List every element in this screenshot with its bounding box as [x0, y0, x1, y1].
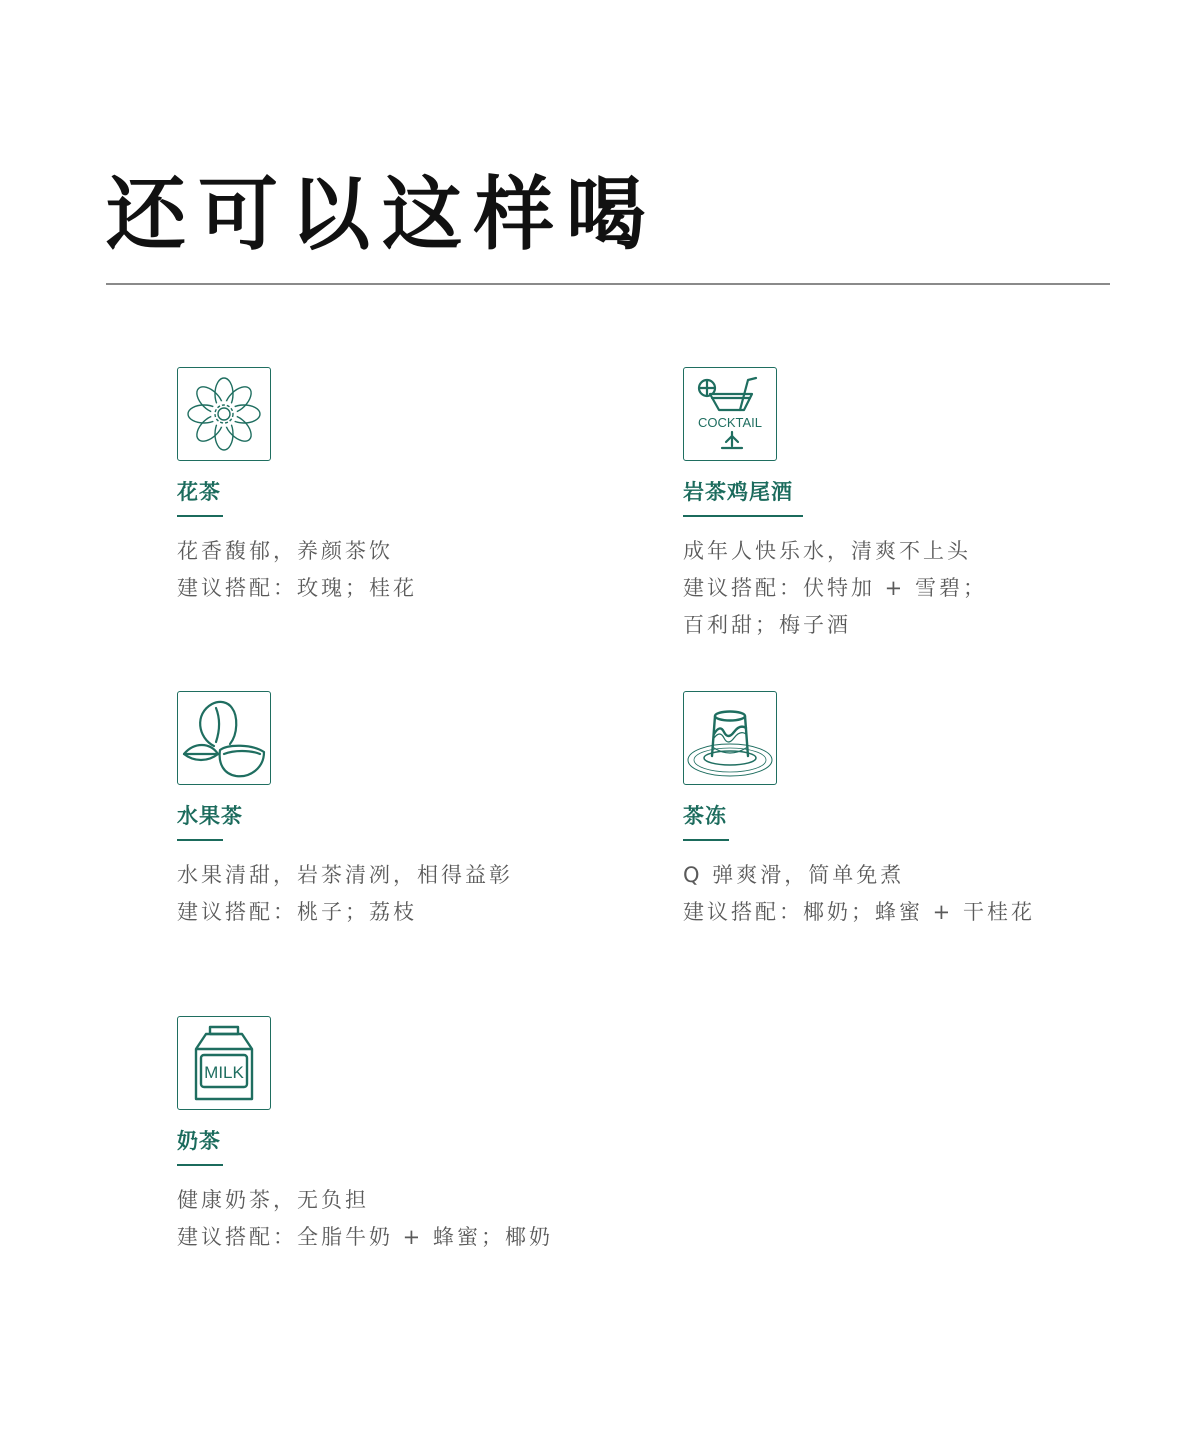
icon-frame — [177, 1016, 271, 1110]
description-line: 建议搭配：桃子；荔枝 — [177, 900, 417, 924]
card-rock-tea-cocktail — [683, 367, 1123, 644]
icon-frame — [683, 367, 777, 461]
card-description — [177, 1182, 617, 1256]
description-line: 成年人快乐水，清爽不上头 — [683, 539, 971, 563]
description-line: 建议搭配：全脂牛奶 + 蜂蜜；椰奶 — [177, 1225, 553, 1249]
card-description — [683, 533, 1123, 644]
description-line: 花香馥郁，养颜茶饮 — [177, 539, 393, 563]
title-divider — [106, 283, 1110, 285]
title-underline — [177, 839, 223, 841]
card-milk-tea — [177, 1016, 617, 1256]
description-line: 水果清甜，岩茶清冽，相得益彰 — [177, 863, 513, 887]
cocktail-icon-label: COCKTAIL — [697, 415, 763, 430]
description-line: 建议搭配：玫瑰；桂花 — [177, 576, 417, 600]
card-title: 水果茶 — [177, 804, 243, 828]
description-line: Q 弹爽滑，简单免煮 — [683, 863, 905, 887]
description-line: 建议搭配：椰奶；蜂蜜 + 干桂花 — [683, 900, 1035, 924]
icon-frame — [683, 691, 777, 785]
card-tea-jelly — [683, 691, 1123, 931]
card-fruit-tea — [177, 691, 617, 931]
title-underline — [683, 515, 803, 517]
card-title: 花茶 — [177, 480, 221, 504]
peach-icon — [180, 694, 268, 782]
pudding-icon — [686, 694, 774, 782]
card-description — [177, 857, 617, 931]
title-underline — [683, 839, 729, 841]
milk-carton-icon — [180, 1019, 268, 1107]
flower-icon — [180, 370, 268, 458]
page-title: 还可以这样喝 — [106, 168, 658, 261]
milk-icon-label: MILK — [204, 1063, 244, 1082]
description-line: 建议搭配：伏特加 + 雪碧； — [683, 576, 987, 600]
cocktail-icon — [686, 370, 774, 458]
card-flower-tea — [177, 367, 617, 607]
card-description — [177, 533, 617, 607]
icon-frame — [177, 367, 271, 461]
card-title: 岩茶鸡尾酒 — [683, 480, 793, 504]
card-title: 奶茶 — [177, 1129, 221, 1153]
icon-frame — [177, 691, 271, 785]
description-line: 百利甜；梅子酒 — [683, 613, 851, 637]
card-description — [683, 857, 1123, 931]
title-underline — [177, 1164, 223, 1166]
card-title: 茶冻 — [683, 804, 727, 828]
title-underline — [177, 515, 223, 517]
description-line: 健康奶茶，无负担 — [177, 1188, 369, 1212]
